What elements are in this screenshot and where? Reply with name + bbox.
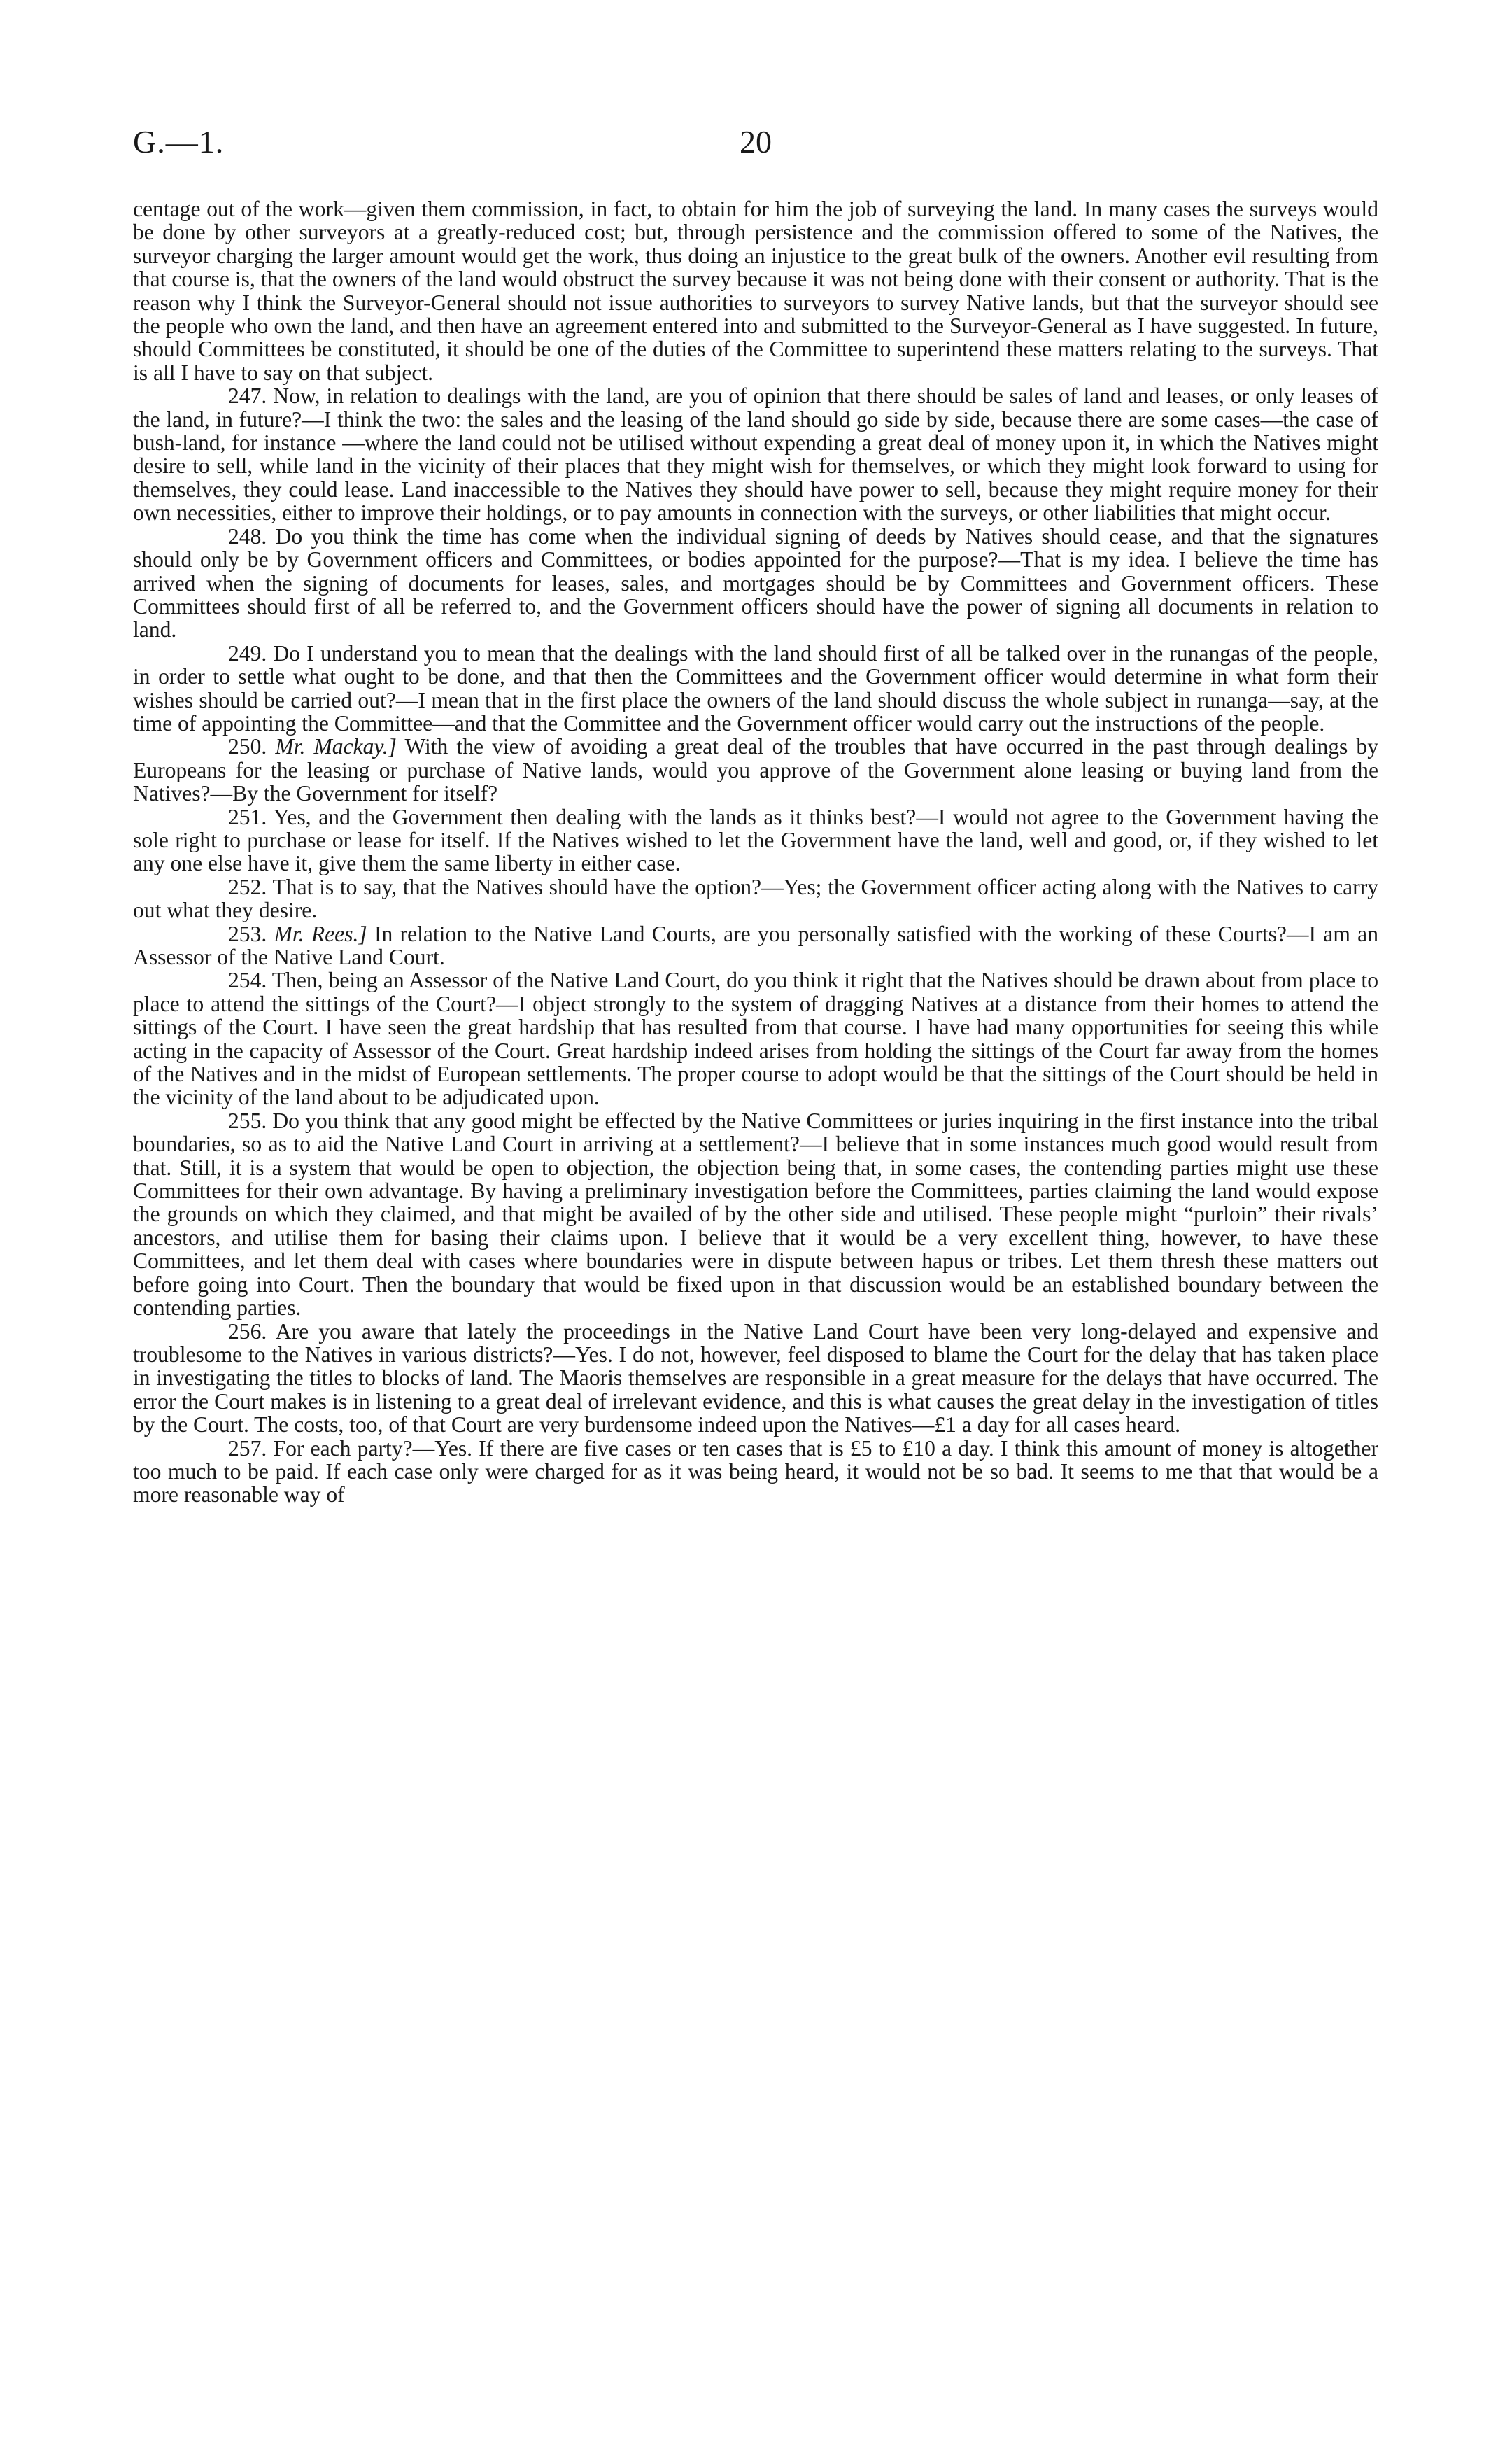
question-number: 257.	[228, 1435, 267, 1461]
speaker-name: Mr. Mackay.]	[275, 734, 397, 759]
question-248	[133, 525, 1378, 642]
question-249	[133, 642, 1378, 736]
question-247	[133, 384, 1378, 524]
paragraph-text: Are you aware that lately the proceedings in the Native Land Court have been very long-delayed and expensive and troublesome to the Natives in various districts?—Yes. I do not, however, feel disposed to blame the Court for the delay that has taken place in investigating the titles to blocks of land. The Maoris themselves are responsible in a great measure for the delays that have occurred. The error the Court makes is in listening to a great deal of irrelevant evidence, and this is what causes the great delay in the investigation of titles by the Court. The costs, too, of that Court are very burdensome indeed upon the Natives—£1 a day for all cases heard.	[133, 1318, 1379, 1437]
question-251	[133, 806, 1378, 875]
paragraph-text: Yes, and the Government then dealing with the lands as it thinks best?—I would not agree to the Government having the sole right to purchase or lease for itself. If the Natives wished to let the Government have the land, well and good, or, if they wished to let any one else have it, give them the same liberty in either case.	[133, 804, 1378, 876]
page-header	[133, 123, 1378, 172]
page-number: 20	[740, 124, 772, 160]
paragraph-text: Then, being an Assessor of the Native Land Court, do you think it right that the Natives should be drawn about from place to place to attend the sittings of the Court?—I object strongly to the system of dragging Natives at a distance from their homes to attend the sittings of the Court. I have seen the great hardship that has resulted from that course. I have had many opportunities for seeing this while acting in the capacity of Assessor of the Court. Great hardship indeed arises from holding the sittings of the Court far away from the homes of the Natives and in the midst of European settlements. The proper course to adopt would be that the sittings of the Court should be held in the vicinity of the land about to be adjudicated upon.	[133, 968, 1379, 1110]
question-number: 252.	[228, 874, 267, 899]
paragraph-text: Now, in relation to dealings with the land, are you of opinion that there should be sales of land and leases, or only leases of the land, in future?—I think the two: the sales and the leasing of the land should go side by side, because there are some cases—the case of bush-land, for instance —where the land could not be utilised without expending a great deal of money upon it, in which the Natives might desire to sell, while land in the vicinity of their places that they might wish for themselves, or which they might look forward to using for themselves, they could lease. Land inaccessible to the Natives they should have power to sell, because they might require money for their own necessities, either to improve their holdings, or to pay amounts in connection with the surveys, or other liabilities that might occur.	[133, 384, 1378, 526]
paragraph-continuation	[133, 197, 1378, 384]
question-number: 249.	[228, 640, 267, 666]
question-255	[133, 1109, 1378, 1320]
question-254	[133, 969, 1378, 1109]
question-number: 248.	[228, 523, 267, 549]
evidence-text	[133, 197, 1378, 1507]
paragraph-text: centage out of the work—given them commission, in fact, to obtain for him the job of surveying the land. In many cases the surveys would be done by other surveyors at a greatly-reduced cost; but, through persistence and the commission offered to some of the Natives, the surveyor charging the larger amount would get the work, thus doing an injustice to the great bulk of the owners. Another evil resulting from that course is, that the owners of the land would obstruct the survey because it was not being done with their consent or authority. That is the reason why I think the Surveyor-General should not issue authorities to surveyors to survey Native lands, but that the surveyor should see the people who own the land, and then have an agreement entered into and submitted to the Surveyor-General as I have suggested. In future, should Committees be constituted, it should be one of the duties of the Committee to superintend these matters relating to the surveys. That is all I have to say on that subject.	[133, 197, 1378, 385]
question-number: 251.	[228, 804, 267, 829]
paragraph-text: In relation to the Native Land Courts, are you personally satisfied with the working of these Courts?—I am an Assessor of the Native Land Court.	[133, 921, 1378, 969]
paragraph-text: Do I understand you to mean that the dealings with the land should first of all be talked over in the runangas of the people, in order to settle what ought to be done, and that then the Committees and the Government officer would determine in what form their wishes should be carried out?—I mean that in the first place the owners of the land should discuss the whole subject in runanga—say, at the time of appointing the Committee—and that the Committee and the Government officer would carry out the instructions of the people.	[133, 640, 1378, 736]
question-253	[133, 922, 1378, 969]
question-250	[133, 735, 1378, 805]
question-257	[133, 1437, 1378, 1507]
question-number: 254.	[228, 968, 267, 993]
paragraph-text: That is to say, that the Natives should have the option?—Yes; the Government officer acting along with the Natives to carry out what they desire.	[133, 874, 1379, 923]
paragraph-text: Do you think the time has come when the individual signing of deeds by Natives should cease, and that the signatures should only be by Government officers and Committees, or bodies appointed for the purpose?—That is my idea. I believe the time has arrived when the signing of documents for leases, sales, and mortgages should be by Committees and Government officers. These Committees should first of all be referred to, and the Government officers should have the power of signing all documents in relation to land.	[133, 523, 1378, 642]
speaker-name: Mr. Rees.]	[274, 921, 367, 946]
question-number: 253.	[228, 921, 267, 946]
question-256	[133, 1320, 1378, 1437]
question-number: 255.	[228, 1108, 267, 1133]
paragraph-text: With the view of avoiding a great deal of the troubles that have occurred in the past through dealings by Europeans for the leasing or purchase of Native lands, would you approve of the Government alone leasing or buying land from the Natives?—By the Government for itself?	[133, 734, 1379, 806]
question-number: 247.	[228, 384, 267, 409]
document-reference: G.—1.	[133, 124, 225, 160]
question-number: 256.	[228, 1318, 267, 1344]
question-252	[133, 875, 1378, 922]
question-number: 250.	[228, 734, 267, 759]
paragraph-text: Do you think that any good might be effected by the Native Committees or juries inquiring in the first instance into the tribal boundaries, so as to aid the Native Land Court in arriving at a settlement?—I believe that in some instances much good would result from that. Still, it is a system that would be open to objection, the objection being that, in some cases, the contending parties might use these Committees for their own advantage. By having a preliminary investigation before the Committees, parties claiming the land would expose the grounds on which they claimed, and that might be availed of by the other side and utilised. These people might “purloin” their rivals’ ancestors, and utilise them for basing their claims upon. I believe that it would be a very excellent thing, however, to have these Committees, and let them deal with cases where boundaries were in dispute between hapus or tribes. Let them thresh these matters out before going into Court. Then the boundary that would be fixed upon in that discussion would be an established boundary between the contending parties.	[133, 1108, 1378, 1321]
paragraph-text: For each party?—Yes. If there are five cases or ten cases that is £5 to £10 a day. I think this amount of money is altogether too much to be paid. If each case only were charged for as it was being heard, it would not be so bad. It seems to me that that would be a more reasonable way of	[133, 1435, 1378, 1507]
